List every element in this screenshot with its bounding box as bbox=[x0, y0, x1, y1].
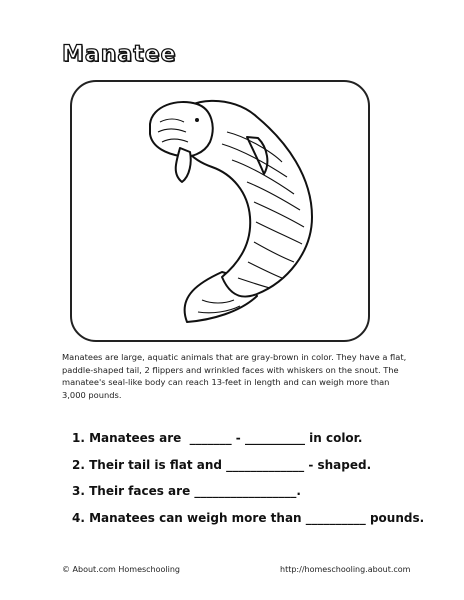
worksheet-title: Manatee bbox=[62, 42, 177, 67]
manatee-illustration bbox=[72, 82, 372, 344]
footer-url: http://homeschooling.about.com bbox=[280, 565, 411, 574]
question-3: 3. Their faces are _________________. bbox=[72, 484, 301, 498]
description-text: Manatees are large, aquatic animals that are gray-brown in color. They have a flat, paddle-shaped tail, 2 flippers and wrinkled faces with whiskers on the snout. The manatee's seal-like body can reach 13-feet in length and can weigh more than 3,000 pounds. bbox=[62, 352, 407, 400]
question-list bbox=[72, 427, 425, 533]
footer-copyright: © About.com Homeschooling bbox=[62, 565, 181, 574]
question-2: 2. Their tail is flat and _____________ - shaped. bbox=[72, 457, 372, 472]
question-1: 1. Manatees are _______ - __________ in color. bbox=[72, 431, 363, 445]
question-4: 4. Manatees can weigh more than __________ pounds. bbox=[72, 510, 425, 525]
picture-frame bbox=[70, 80, 370, 342]
